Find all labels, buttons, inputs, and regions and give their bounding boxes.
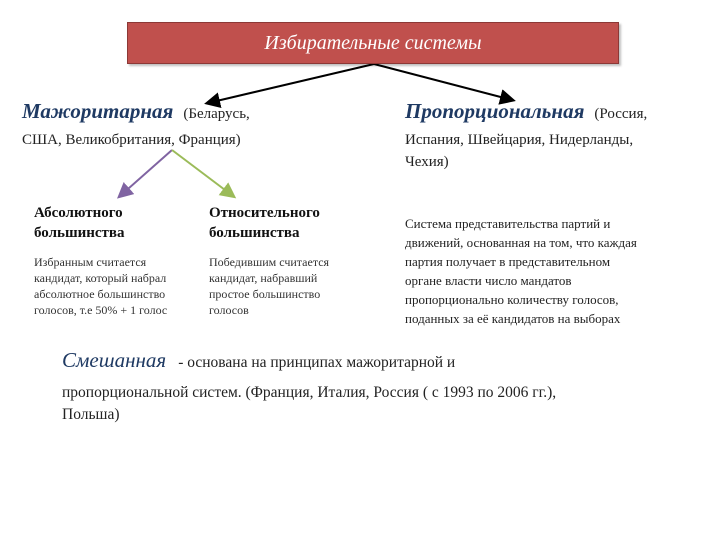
diagram-title: Избирательные системы — [264, 31, 482, 54]
majoritarian-countries: США, Великобритания, Франция) — [22, 132, 241, 148]
arrow-to-proportional — [374, 64, 512, 100]
proportional-paren: (Россия, — [594, 106, 648, 122]
majoritarian-heading-row — [22, 99, 250, 124]
mixed-text-line1: - основана на принципах мажоритарной и — [178, 354, 456, 371]
absolute-majority-heading — [34, 203, 125, 243]
absolute-desc-line: абсолютное большинство — [34, 287, 166, 301]
mixed-row — [62, 348, 455, 373]
proportional-desc-line: органе власти число мандатов — [405, 273, 572, 288]
arrow-to-majoritarian — [208, 64, 374, 103]
absolute-desc-line: кандидат, который набрал — [34, 271, 167, 285]
proportional-heading-row — [405, 99, 647, 124]
relative-desc-line: простое большинство — [209, 287, 321, 301]
arrow-to-relative — [172, 150, 233, 196]
relative-desc-line: кандидат, набравший — [209, 271, 318, 285]
proportional-desc-line: Система представительства партий и — [405, 216, 611, 231]
mixed-text-line3: Польша) — [62, 406, 120, 423]
relative-desc-line: Победившим считается — [209, 255, 330, 269]
majoritarian-heading: Мажоритарная — [22, 99, 174, 123]
relative-majority-heading — [209, 203, 320, 243]
proportional-heading: Пропорциональная — [405, 99, 585, 123]
absolute-heading-line1: Абсолютного — [34, 205, 123, 221]
relative-majority-desc — [209, 254, 329, 318]
proportional-desc-line: поданных за её кандидатов на выборах — [405, 311, 621, 326]
relative-heading-line2: большинства — [209, 225, 300, 241]
absolute-majority-desc — [34, 254, 167, 318]
title-box — [127, 22, 619, 64]
mixed-heading: Смешанная — [62, 348, 167, 372]
relative-desc-line: голосов — [209, 303, 249, 317]
proportional-desc-line: партия получает в представительном — [405, 254, 611, 269]
absolute-desc-line: Избранным считается — [34, 255, 147, 269]
absolute-desc-line: голосов, т.е 50% + 1 голос — [34, 303, 168, 317]
proportional-desc-line: движений, основанная на том, что каждая — [405, 235, 637, 250]
absolute-heading-line2: большинства — [34, 225, 125, 241]
mixed-text-line2: пропорциональной систем. (Франция, Италия, Россия ( с 1993 по 2006 гг.), — [62, 384, 557, 401]
majoritarian-paren: (Беларусь, — [183, 106, 250, 122]
arrow-to-absolute — [120, 150, 172, 196]
proportional-desc — [405, 214, 637, 328]
proportional-countries-line1: Испания, Швейцария, Нидерланды, — [405, 132, 634, 148]
proportional-countries-line2: Чехия) — [405, 154, 449, 170]
relative-heading-line1: Относительного — [209, 205, 320, 221]
proportional-desc-line: пропорционально количеству голосов, — [405, 292, 619, 307]
